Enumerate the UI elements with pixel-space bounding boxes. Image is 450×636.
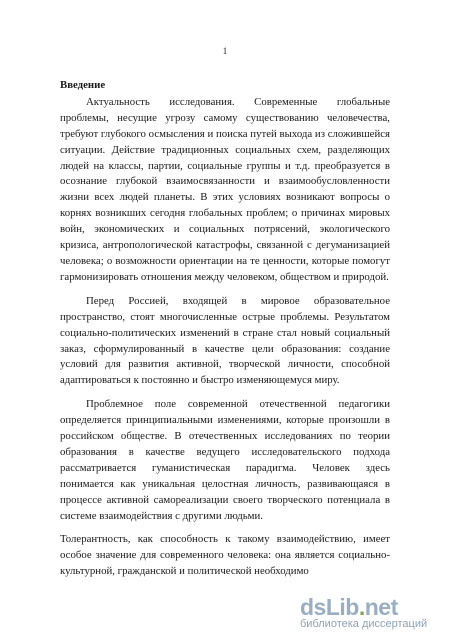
paragraph-russia: Перед Россией, входящей в мировое образовательное пространство, стоят многочисленные острые проблемы. Результатом социально-политических изменений в стране стал новый социальный заказ, сформулированный в качестве цели образования: создание условий для развития активной, творческой личности, способной адаптироваться к постоянно и быстро изменяющемуся миру. — [60, 294, 390, 387]
paragraph-relevance: Актуальность исследования. Современные глобальные проблемы, несущие угрозу самому существованию человечества, требуют глубокого осмысления и поиска путей выхода из сложившейся ситуации. Действие традиционных социальных схем, разделяющих людей на классы, партии, социальные группы и т.д. преобразуется в осознание глубокой взаимосвязанности и взаимообусловленности жизни всех людей планеты. В этих условиях возникают вопросы о корнях возникших сегодня глобальных проблем; о причинах мировых войн, экономических и социальных потрясений, экологического кризиса, антропологической катастрофы, связанной с дегуманизацией человека; о возможности ориентации на те ценности, которые помогут гармонизировать отношения между человеком, обществом и природой. — [60, 95, 390, 283]
dslib-watermark — [296, 596, 446, 632]
paragraph-tolerance: Толерантность, как способность к такому взаимодействию, имеет особое значение для современного человека: она является социально-культурной, гражданской и политической необходимо — [60, 533, 390, 578]
paragraph-pedagogy: Проблемное поле современной отечественной педагогики определяется принципиальными изменениями, которые произошли в российском обществе. В отечественных исследованиях по теории образования в качестве ведущего исследовательского подхода рассматривается гуманистическая парадигма. Человек здесь понимается как уникальная целостная личность, развивающаяся в процессе активной самореализации своего творческого потенциала в системе взаимодействия с другими людьми. — [60, 398, 390, 522]
dslib-subtitle: библиотека диссертаций — [300, 618, 428, 630]
dslib-logo: dsLib.net — [300, 594, 398, 620]
document-body — [60, 78, 390, 580]
page-number: 1 — [222, 46, 228, 56]
section-heading: Введение — [60, 79, 106, 91]
